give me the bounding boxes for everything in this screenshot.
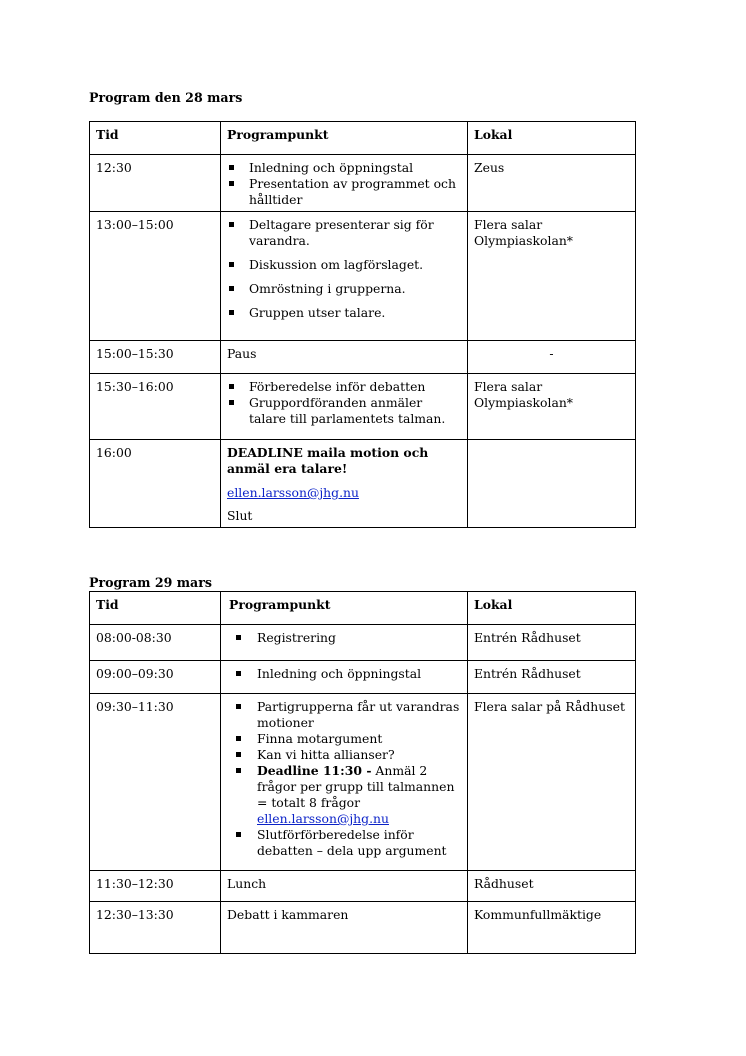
list-item: Inledning och öppningstal [227,666,461,682]
email-link[interactable]: ellen.larsson@jhg.nu [257,811,389,826]
table-row [90,440,636,528]
agenda-list [227,699,461,859]
agenda-list [227,217,461,321]
row-time: 09:30–11:30 [96,699,174,714]
row-place: - [549,346,554,361]
row-time: 12:30–13:30 [96,907,174,922]
row-place: Zeus [474,160,505,175]
header-time: Tid [96,597,119,612]
table-row [90,374,636,440]
day1-heading: Program den 28 mars [89,90,243,105]
row-place: Kommunfullmäktige [474,907,602,922]
list-item: Registrering [227,630,461,646]
table-row [90,661,636,694]
row-time: 13:00–15:00 [96,217,174,232]
header-place: Lokal [474,127,513,142]
list-item: Kan vi hitta allianser? [227,747,461,763]
row-time: 11:30–12:30 [96,876,174,891]
row-place: Rådhuset [474,876,534,891]
list-item: Diskussion om lagförslaget. [227,257,461,273]
table-row [90,341,636,374]
agenda-list [227,379,461,427]
agenda-list [227,160,461,208]
row-place-detail: Olympiaskolan* [474,395,574,410]
row-place-detail: Olympiaskolan* [474,233,574,248]
agenda-list [227,666,461,682]
list-item: Förberedelse inför debatten [227,379,461,395]
row-time: 15:00–15:30 [96,346,174,361]
row-text: Paus [227,346,257,361]
row-place: Flera salar på Rådhuset [474,699,625,714]
header-place: Lokal [474,597,513,612]
agenda-list [227,630,461,646]
table-row [90,902,636,954]
row-text: Debatt i kammaren [227,907,349,922]
list-item: Finna motargument [227,731,461,747]
deadline-item [227,763,461,827]
row-place [468,440,635,445]
table-row [90,212,636,341]
row-time: 09:00–09:30 [96,666,174,681]
row-place: Flera salar [474,379,543,394]
row-place: Entrén Rådhuset [474,630,581,645]
deadline-label: Deadline 11:30 - [257,763,372,778]
table-row [90,871,636,902]
deadline-notice: DEADLINE maila motion och anmäl era talare! [227,445,429,476]
row-time: 15:30–16:00 [96,379,174,394]
list-item: Inledning och öppningstal [227,160,461,176]
table-header-row [90,592,636,625]
table-row [90,155,636,212]
row-place: Entrén Rådhuset [474,666,581,681]
list-item: Omröstning i grupperna. [227,281,461,297]
list-item: Presentation av programmet och hålltider [227,176,461,208]
deadline-text: Anmäl 2 frågor per grupp till talmannen = totalt 8 frågor [257,763,455,810]
table-header-row [90,122,636,155]
list-item: Gruppen utser talare. [227,305,461,321]
list-item: Deltagare presenterar sig för varandra. [227,217,461,249]
row-place: Flera salar [474,217,543,232]
table-row [90,625,636,661]
row-time: 08:00-08:30 [96,630,172,645]
list-item: Partigrupperna får ut varandras motioner [227,699,461,731]
list-item: Slutförförberedelse inför debatten – dela upp argument [227,827,461,859]
list-item: Gruppordföranden anmäler talare till parlamentets talman. [227,395,461,427]
table-row [90,694,636,871]
email-link[interactable]: ellen.larsson@jhg.nu [227,485,359,500]
row-time: 12:30 [96,160,132,175]
day2-schedule-table [89,591,636,954]
day1-schedule-table [89,121,636,528]
header-item: Programpunkt [229,597,331,612]
end-text: Slut [227,508,253,523]
row-text: Lunch [227,876,267,891]
row-time: 16:00 [96,445,132,460]
header-time: Tid [96,127,119,142]
day2-heading: Program 29 mars [89,575,212,590]
header-item: Programpunkt [227,127,329,142]
